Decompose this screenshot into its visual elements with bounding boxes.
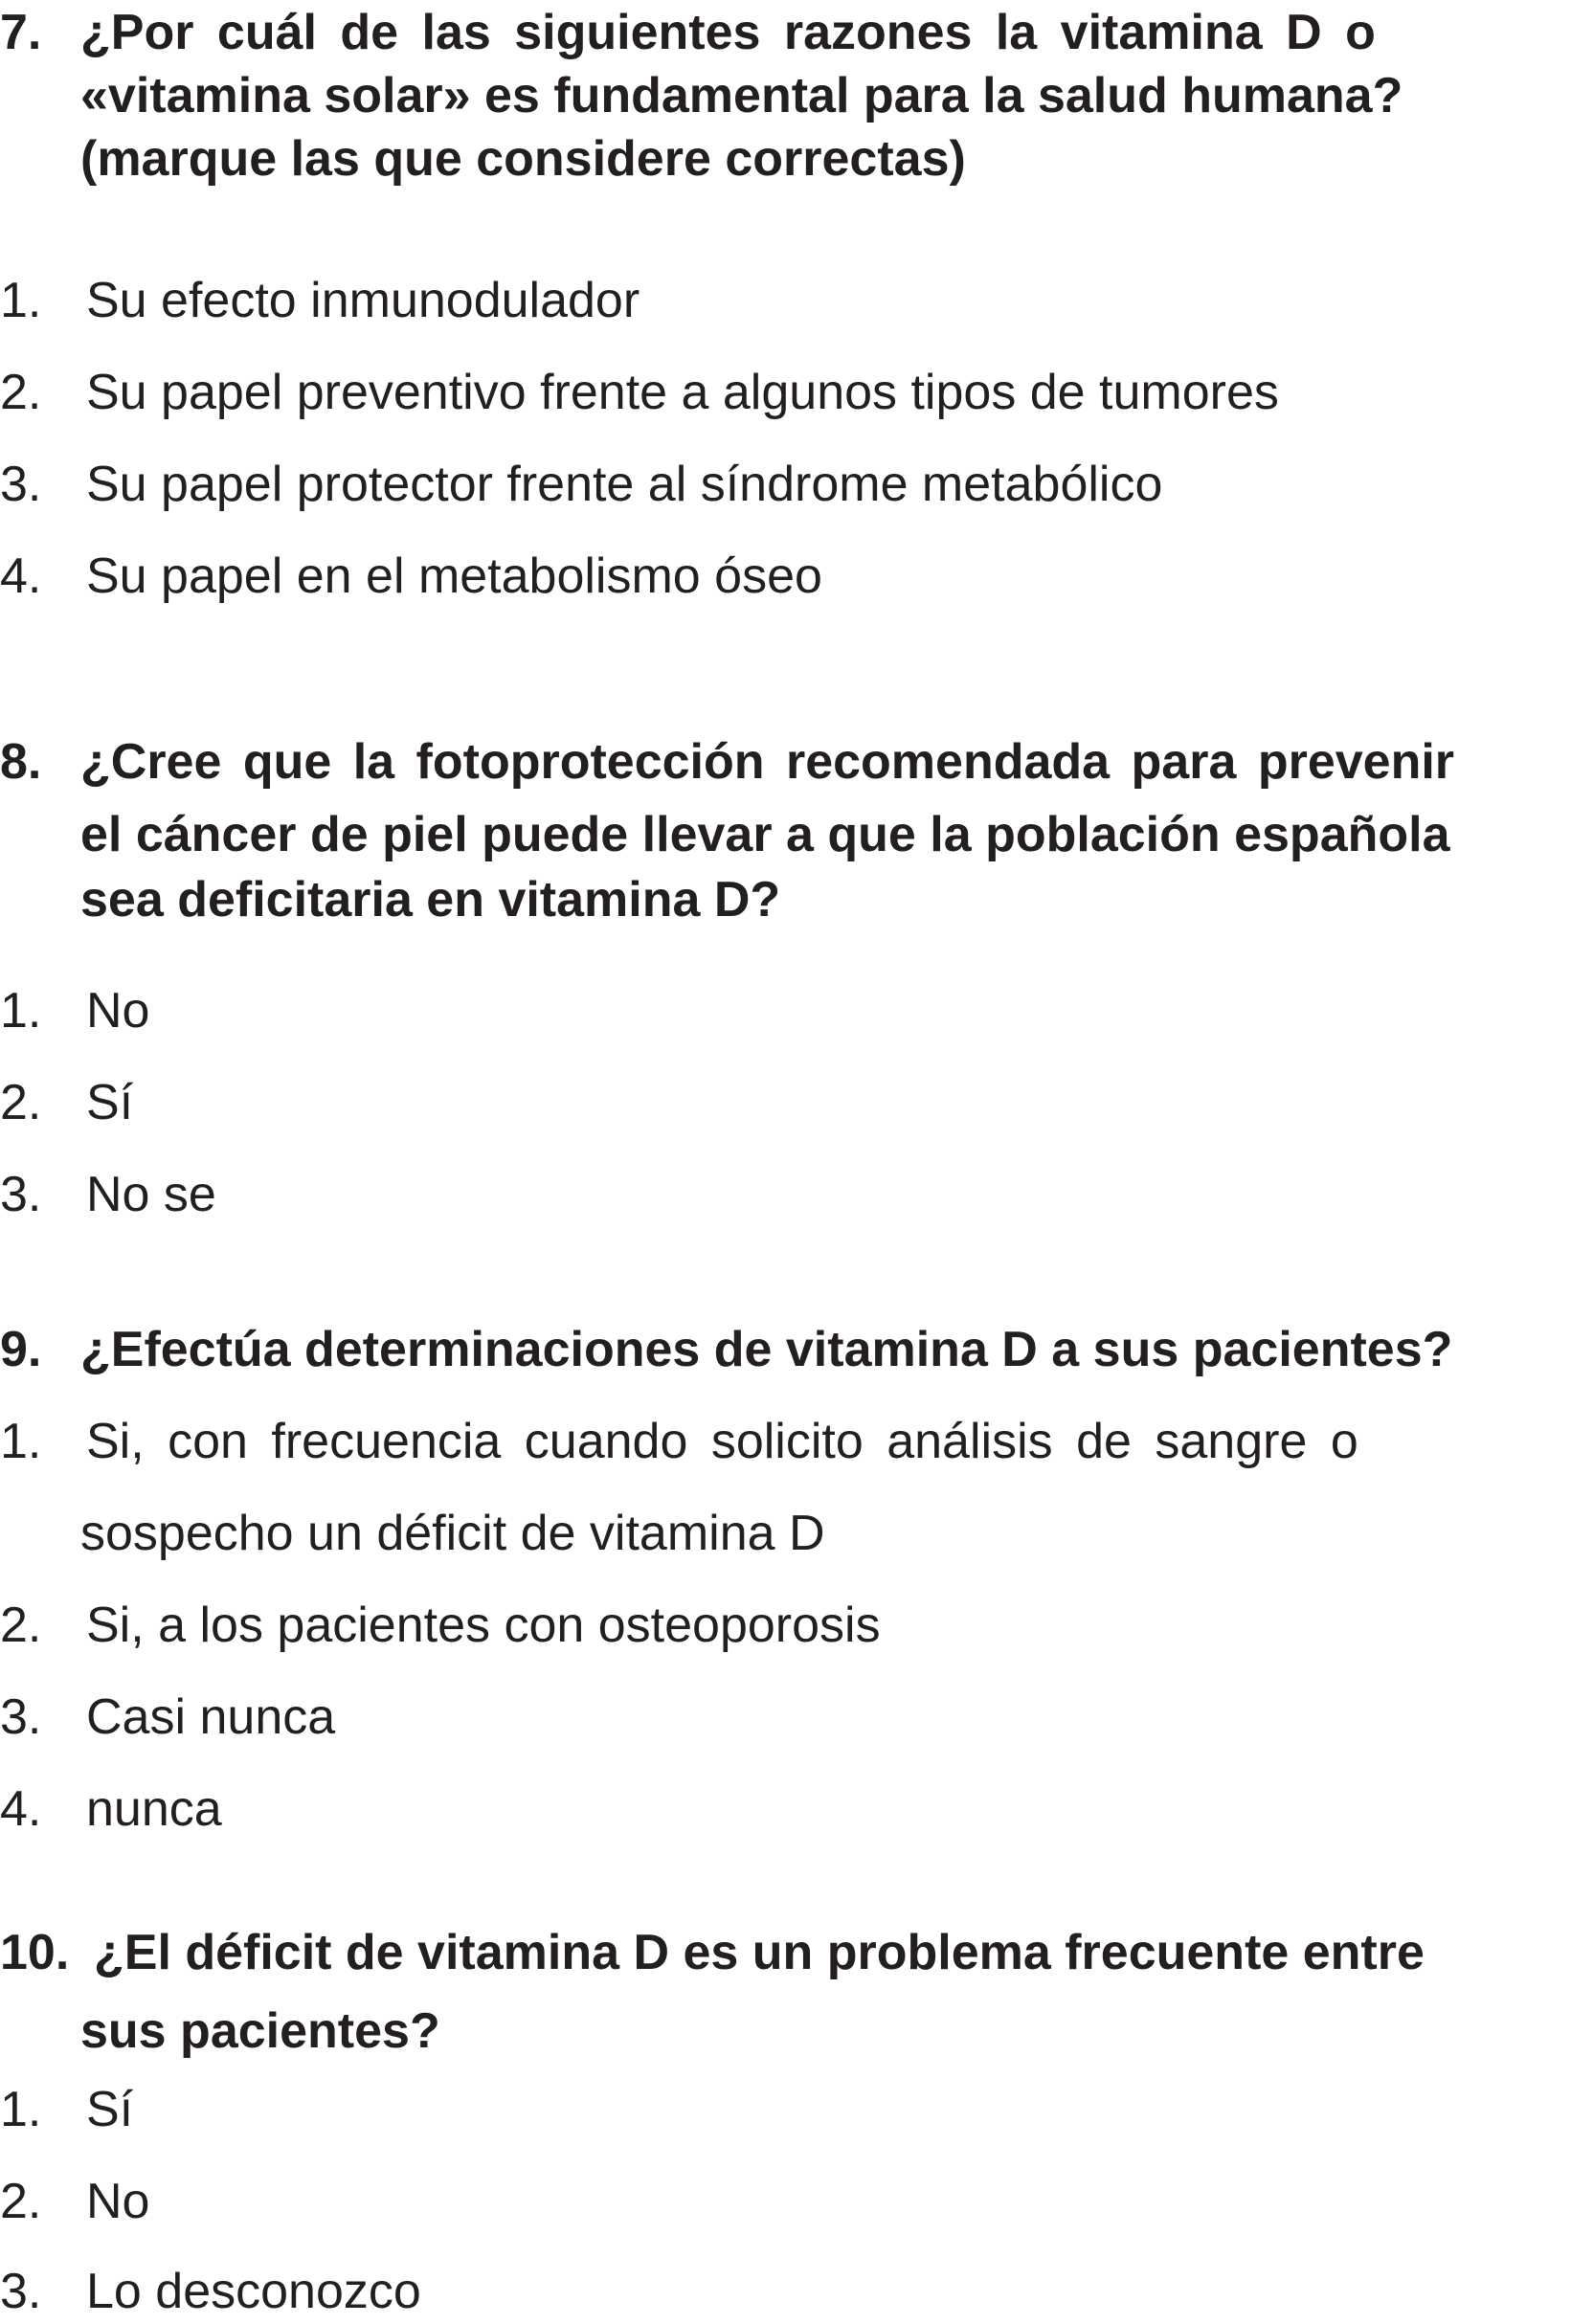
question-text: el cáncer de piel puede llevar a que la población española (80, 807, 1450, 862)
question-text: «vitamina solar» es fundamental para la salud humana? (80, 68, 1403, 123)
option-text: No se (86, 1167, 216, 1222)
option-text: Si, a los pacientes con osteoporosis (86, 1598, 881, 1653)
option-text: Sí (86, 1075, 134, 1130)
option-text: nunca (86, 1781, 222, 1837)
question-text: sea deficitaria en vitamina D? (80, 872, 781, 927)
option-number: 3. (0, 1689, 42, 1745)
option-text: Sí (86, 2082, 134, 2137)
option-text-continuation: sospecho un déficit de vitamina D (80, 1506, 825, 1561)
question-text: (marque las que considere correctas) (80, 131, 966, 187)
question-number: 10. (0, 1925, 70, 1980)
question-text: ¿Por cuál de las siguientes razones la vitamina D o (80, 5, 1376, 60)
option-text: Su efecto inmunodulador (86, 273, 640, 328)
option-number: 1. (0, 273, 42, 328)
option-number: 2. (0, 365, 42, 420)
option-number: 4. (0, 548, 42, 604)
question-text: ¿El déficit de vitamina D es un problema frecuente entre (94, 1925, 1425, 1980)
option-number: 3. (0, 457, 42, 512)
option-number: 1. (0, 983, 42, 1039)
option-text: Lo desconozco (86, 2264, 421, 2319)
question-text: ¿Cree que la fotoprotección recomendada para prevenir (80, 734, 1455, 790)
option-text: No (86, 983, 150, 1039)
option-number: 4. (0, 1781, 42, 1837)
question-number: 7. (0, 5, 42, 60)
question-number: 9. (0, 1322, 42, 1377)
option-text: Si, con frecuencia cuando solicito análisis de sangre o (86, 1414, 1358, 1469)
option-text: Su papel protector frente al síndrome metabólico (86, 457, 1163, 512)
question-text: ¿Efectúa determinaciones de vitamina D a sus pacientes? (80, 1322, 1453, 1377)
option-number: 3. (0, 2264, 42, 2319)
question-number: 8. (0, 734, 42, 790)
option-text: No (86, 2174, 150, 2229)
option-number: 3. (0, 1167, 42, 1222)
option-text: Casi nunca (86, 1689, 336, 1745)
option-number: 2. (0, 2174, 42, 2229)
option-number: 2. (0, 1598, 42, 1653)
option-text: Su papel en el metabolismo óseo (86, 548, 822, 604)
option-number: 1. (0, 1414, 42, 1469)
option-number: 1. (0, 2082, 42, 2137)
question-text: sus pacientes? (80, 2003, 440, 2059)
option-number: 2. (0, 1075, 42, 1130)
option-text: Su papel preventivo frente a algunos tipos de tumores (86, 365, 1279, 420)
